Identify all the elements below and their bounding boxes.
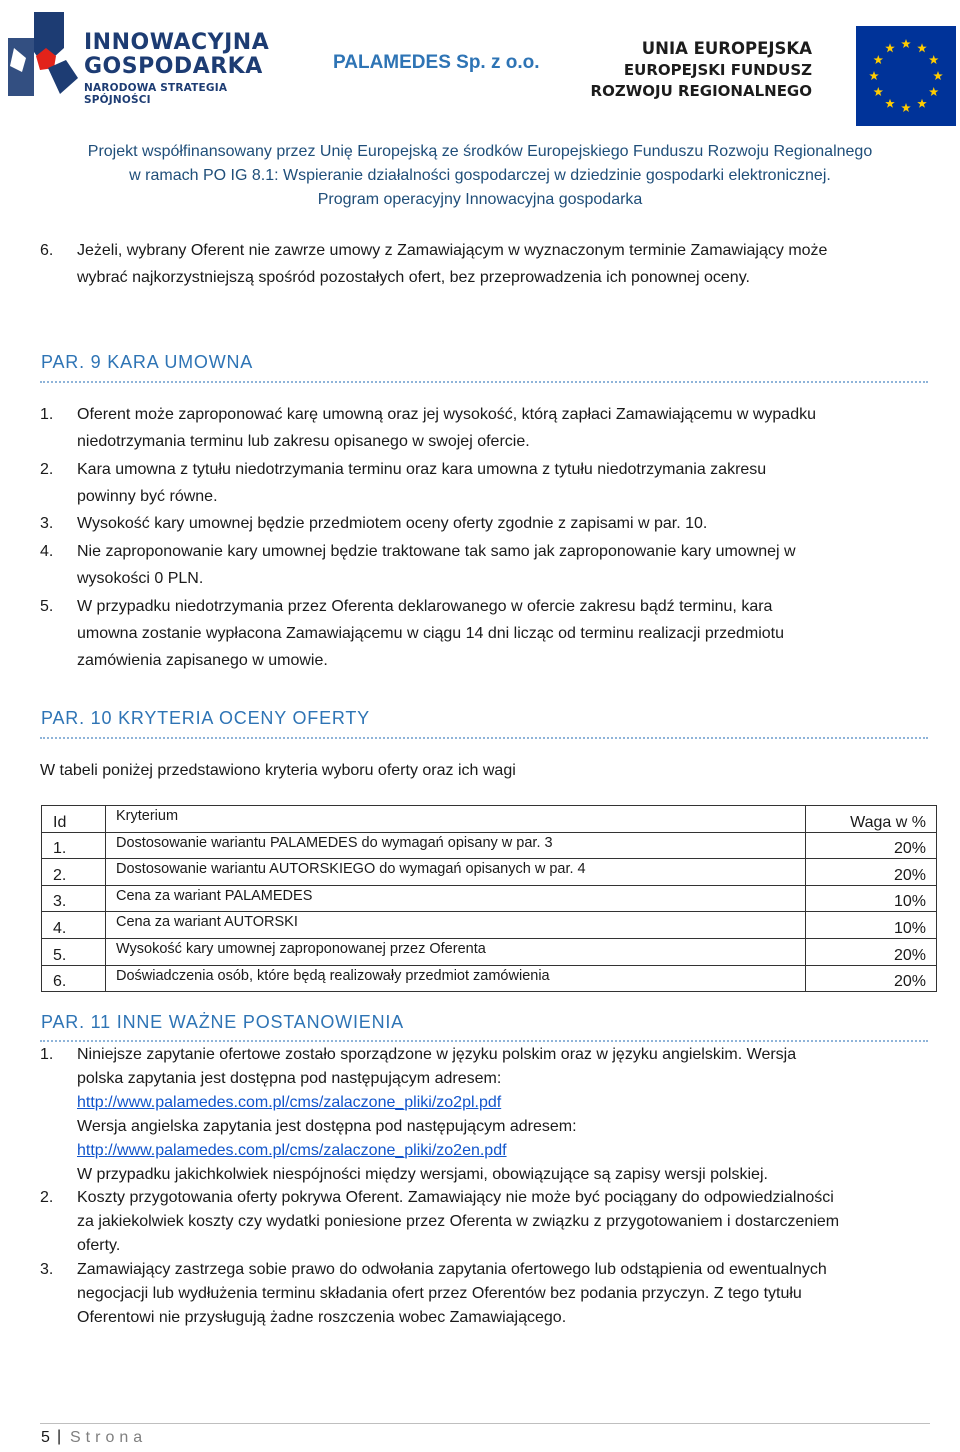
row-criterion: Wysokość kary umownej zaproponowanej przez Oferenta bbox=[106, 938, 806, 965]
par9-item-1-line-1: Oferent może zaproponować karę umowną oraz jej wysokość, którą zapłaci Zamawiającemu w wypadku bbox=[77, 406, 816, 423]
row-weight: 20% bbox=[806, 965, 937, 992]
row-weight: 10% bbox=[806, 912, 937, 939]
link-english-version[interactable] bbox=[77, 1142, 937, 1160]
table-row bbox=[42, 859, 937, 886]
link-polish-text[interactable]: http://www.palamedes.com.pl/cms/zalaczone_pliki/zo2pl.pdf bbox=[77, 1094, 502, 1111]
par11-item-3-line-2: negocjacji lub wydłużenia terminu składania ofert przez Oferentów bez podania przyczyn. Z tego tytułu bbox=[77, 1285, 802, 1302]
row-id: 6. bbox=[42, 965, 106, 992]
page-separator: | bbox=[57, 1428, 62, 1445]
ig-logo-line1: INNOWACYJNA bbox=[84, 30, 270, 55]
row-criterion: Cena za wariant PALAMEDES bbox=[106, 885, 806, 912]
row-id: 4. bbox=[42, 912, 106, 939]
par11-item-1-line-2: polska zapytania jest dostępna pod następującym adresem: bbox=[77, 1070, 502, 1087]
section-divider bbox=[40, 737, 928, 739]
header-criterion: Kryterium bbox=[106, 806, 806, 833]
par9-item-5-line-3: zamówienia zapisanego w umowie. bbox=[77, 652, 328, 669]
par11-item-3-number: 3. bbox=[40, 1261, 54, 1278]
row-criterion: Doświadczenia osób, które będą realizowały przedmiot zamówienia bbox=[106, 965, 806, 992]
par11-item-1-line-1: Niniejsze zapytanie ofertowe zostało sporządzone w języku polskim oraz w języku angielskim. Wersja bbox=[77, 1046, 797, 1063]
eu-logo bbox=[590, 14, 958, 114]
header-weight: Waga w % bbox=[806, 806, 937, 833]
table-row bbox=[42, 912, 937, 939]
par9-item-1-number: 1. bbox=[40, 406, 54, 423]
par9-item-2-line-1: Kara umowna z tytułu niedotrzymania terminu oraz kara umowna z tytułu niedotrzymania zakresu bbox=[77, 461, 767, 478]
table-row bbox=[42, 965, 937, 992]
par9-item-5-number: 5. bbox=[40, 598, 54, 615]
project-line-3: Program operacyjny Innowacyjna gospodarka bbox=[317, 191, 643, 208]
eu-logo-line1: UNIA EUROPEJSKA bbox=[641, 39, 812, 58]
row-criterion: Dostosowanie wariantu PALAMEDES do wymagań opisany w par. 3 bbox=[106, 832, 806, 859]
section-divider bbox=[40, 381, 928, 383]
row-criterion: Cena za wariant AUTORSKI bbox=[106, 912, 806, 939]
page-header bbox=[0, 0, 960, 130]
table-row bbox=[42, 885, 937, 912]
par9-item-2-number: 2. bbox=[40, 461, 54, 478]
par11-item-2-line-3: oferty. bbox=[77, 1237, 121, 1254]
row-id: 2. bbox=[42, 859, 106, 886]
row-weight: 20% bbox=[806, 859, 937, 886]
company-name: PALAMEDES Sp. z o.o. bbox=[333, 52, 540, 73]
table-header-row bbox=[42, 806, 937, 833]
link-polish-version[interactable] bbox=[77, 1094, 937, 1112]
row-id: 1. bbox=[42, 832, 106, 859]
par11-item-3-line-1: Zamawiający zastrzega sobie prawo do odwołania zapytania ofertowego lub odstąpienia od ewentualnych bbox=[77, 1261, 827, 1278]
par9-heading: PAR. 9 KARA UMOWNA bbox=[41, 352, 254, 372]
eu-logo-line2: EUROPEJSKI FUNDUSZ bbox=[623, 61, 812, 79]
par9-item-1-line-2: niedotrzymania terminu lub zakresu opisanego w swojej ofercie. bbox=[77, 433, 530, 450]
eu-logo-line3: ROZWOJU REGIONALNEGO bbox=[590, 82, 812, 100]
ig-logo-line2: GOSPODARKA bbox=[84, 54, 263, 79]
par9-item-3-line-1: Wysokość kary umownej będzie przedmiotem oceny oferty zgodnie z zapisami w par. 10. bbox=[77, 515, 708, 532]
item-6-line-2: wybrać najkorzystniejszą spośród pozostałych ofert, bez przeprowadzenia ich ponownej oceny. bbox=[77, 269, 750, 286]
project-line-1: Projekt współfinansowany przez Unię Europejską ze środków Europejskiego Funduszu Rozwoju Regionalnego bbox=[87, 143, 873, 160]
link-english-text[interactable]: http://www.palamedes.com.pl/cms/zalaczone_pliki/zo2en.pdf bbox=[77, 1142, 507, 1159]
par9-item-4-line-1: Nie zaproponowanie kary umownej będzie traktowane tak samo jak zaproponowanie kary umownej w bbox=[77, 543, 796, 560]
row-weight: 20% bbox=[806, 832, 937, 859]
par9-item-5-line-1: W przypadku niedotrzymania przez Oferenta deklarowanego w ofercie zakresu bądź terminu, kara bbox=[77, 598, 773, 615]
par11-item-3-line-3: Oferentowi nie przysługują żadne roszczenia wobec Zamawiającego. bbox=[77, 1309, 567, 1326]
par9-item-2-line-2: powinny być równe. bbox=[77, 488, 218, 505]
ig-logo-line3: NARODOWA STRATEGIA SPÓJNOŚCI bbox=[84, 82, 228, 106]
ig-star-logo-icon bbox=[4, 8, 84, 100]
innowacyjna-gospodarka-logo bbox=[4, 8, 284, 106]
table-row bbox=[42, 832, 937, 859]
par11-item-2-number: 2. bbox=[40, 1189, 54, 1206]
header-id: Id bbox=[42, 806, 106, 833]
row-weight: 20% bbox=[806, 938, 937, 965]
project-line-2: w ramach PO IG 8.1: Wspieranie działalności gospodarczej w dziedzinie gospodarki elektronicznej. bbox=[129, 167, 831, 184]
par11-item-2-line-1: Koszty przygotowania oferty pokrywa Oferent. Zamawiający nie może być pociągany do odpowiedzialności bbox=[77, 1189, 834, 1206]
par11-item-1-line-4: Wersja angielska zapytania jest dostępna pod następującym adresem: bbox=[77, 1118, 577, 1135]
table-row bbox=[42, 938, 937, 965]
par11-item-2-line-2: za jakiekolwiek koszty czy wydatki poniesione przez Oferenta w związku z przygotowaniem i dostarczeniem bbox=[77, 1213, 840, 1230]
par9-item-4-line-2: wysokości 0 PLN. bbox=[77, 570, 204, 587]
item-6-line-1: Jeżeli, wybrany Oferent nie zawrze umowy z Zamawiającym w wyznaczonym terminie Zamawiający może bbox=[77, 242, 828, 259]
item-6-number: 6. bbox=[40, 242, 54, 259]
eu-flag-icon bbox=[856, 26, 956, 126]
par9-item-4-number: 4. bbox=[40, 543, 54, 560]
criteria-table bbox=[41, 805, 937, 992]
row-id: 3. bbox=[42, 885, 106, 912]
par11-item-1-number: 1. bbox=[40, 1046, 54, 1063]
footer-divider bbox=[40, 1423, 930, 1424]
section-divider bbox=[40, 1040, 928, 1042]
par11-heading: PAR. 11 INNE WAŻNE POSTANOWIENIA bbox=[41, 1012, 404, 1032]
row-id: 5. bbox=[42, 938, 106, 965]
row-weight: 10% bbox=[806, 885, 937, 912]
par9-item-5-line-2: umowna zostanie wypłacona Zamawiającemu w ciągu 14 dni licząc od terminu realizacji przedmiotu bbox=[77, 625, 784, 642]
par9-item-3-number: 3. bbox=[40, 515, 54, 532]
page-word: Strona bbox=[70, 1429, 148, 1446]
par10-intro: W tabeli poniżej przedstawiono kryteria wyboru oferty oraz ich wagi bbox=[40, 762, 516, 779]
page-number: 5 bbox=[41, 1429, 50, 1446]
par10-heading: PAR. 10 KRYTERIA OCENY OFERTY bbox=[41, 708, 370, 728]
row-criterion: Dostosowanie wariantu AUTORSKIEGO do wymagań opisanych w par. 4 bbox=[106, 859, 806, 886]
par11-item-1-line-6: W przypadku jakichkolwiek niespójności między wersjami, obowiązujące są zapisy wersji polskiej. bbox=[77, 1166, 768, 1183]
